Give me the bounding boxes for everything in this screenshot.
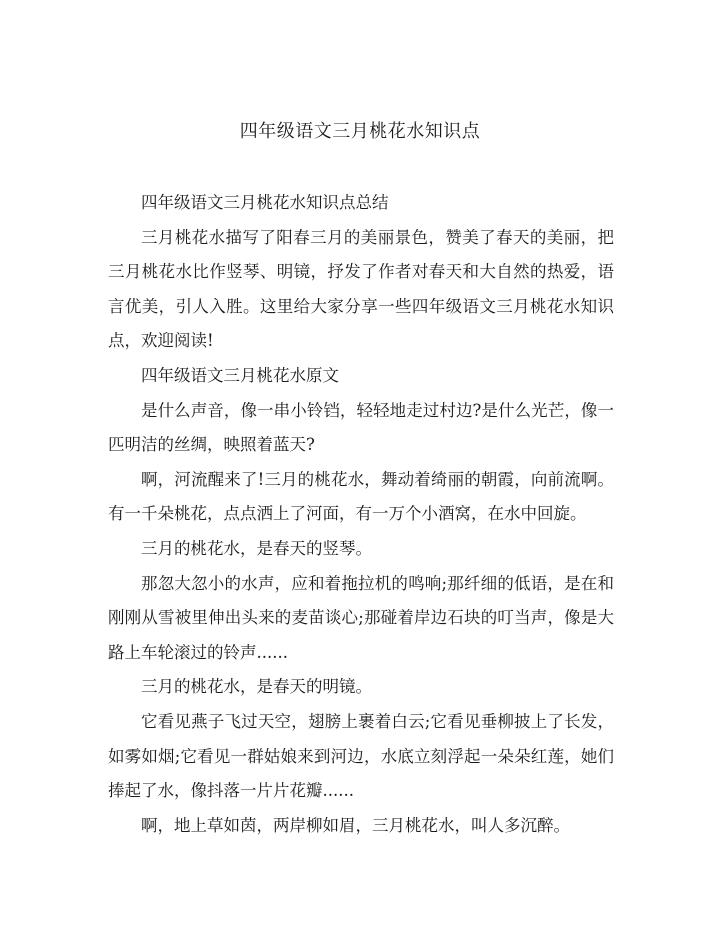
paragraph: 它看见燕子飞过天空，翅膀上裹着白云;它看见垂柳披上了长发，如雾如烟;它看见一群姑娘来到河边，水底立刻浮起一朵朵红莲，她们捧起了水，像抖落一片片花瓣......: [108, 711, 614, 801]
paragraph-summary-heading: 四年级语文三月桃花水知识点总结: [141, 193, 389, 212]
paragraph-intro: 三月桃花水描写了阳春三月的美丽景色，赞美了春天的美丽，把三月桃花水比作竖琴、明镜，抒发了作者对春天和大自然的热爱，语言优美，引人入胜。这里给大家分享一些四年级语文三月桃花水知识点，欢迎阅读!: [108, 227, 614, 351]
paragraph: 是什么声音，像一串小铃铛，轻轻地走过村边?是什么光芒，像一匹明洁的丝绸，映照着蓝天?: [108, 400, 614, 455]
paragraph: 啊，地上草如茵，两岸柳如眉，三月桃花水，叫人多沉醉。: [141, 815, 570, 835]
paragraph-original-heading: 四年级语文三月桃花水原文: [141, 365, 339, 385]
paragraph: 啊，河流醒来了!三月的桃花水，舞动着绮丽的朝霞，向前流啊。有一千朵桃花，点点洒上了河面，有一万个小酒窝，在水中回旋。: [108, 469, 614, 524]
document-body: [108, 186, 614, 843]
paragraph: 那忽大忽小的水声，应和着拖拉机的鸣响;那纤细的低语，是在和刚刚从雪被里伸出头来的麦苗谈心;那碰着岸边石块的叮当声，像是大路上车轮滚过的铃声......: [108, 573, 614, 662]
paragraph: 三月的桃花水，是春天的明镜。: [141, 677, 372, 697]
document-title: 四年级语文三月桃花水知识点: [239, 121, 481, 142]
paragraph: 三月的桃花水，是春天的竖琴。: [141, 538, 372, 558]
